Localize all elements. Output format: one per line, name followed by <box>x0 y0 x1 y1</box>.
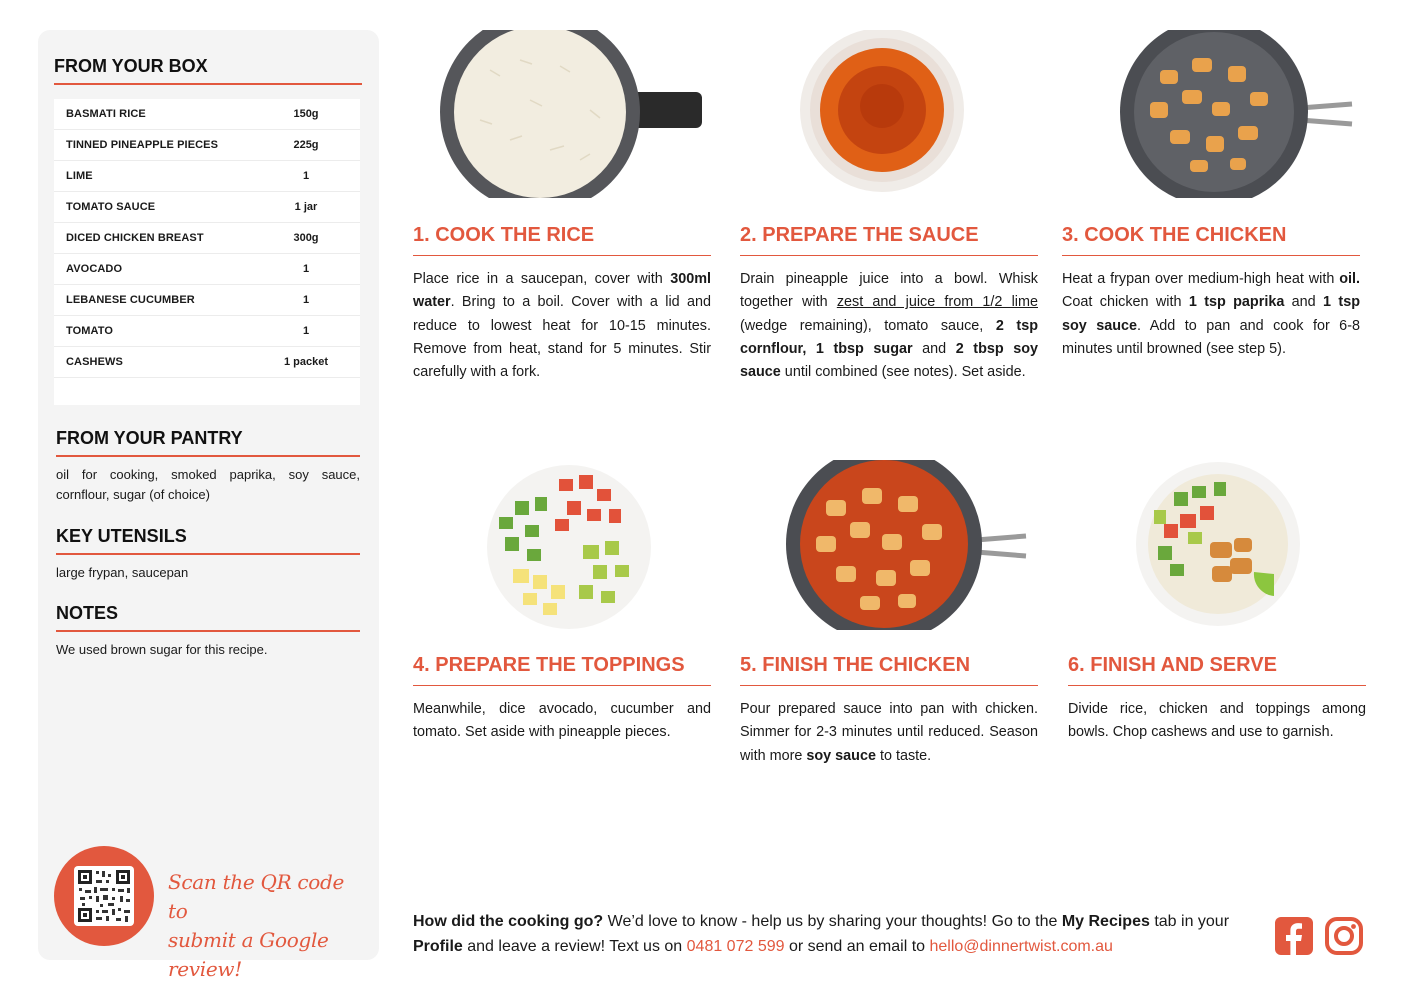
rice-in-saucepan-photo <box>440 30 705 198</box>
pantry-section <box>56 428 360 505</box>
ingredient-name: TOMATO SAUCE <box>66 201 156 213</box>
footer-email-link[interactable]: hello@dinnertwist.com.au <box>929 938 1113 955</box>
ingredient-name: CASHEWS <box>66 356 123 368</box>
facebook-icon[interactable] <box>1275 917 1313 955</box>
step-3-highlight: oil. <box>1339 271 1360 287</box>
step-4-text: Meanwhile, dice avocado, cucumber and tomato. Set aside with pineapple pieces. <box>413 701 711 741</box>
ingredient-qty: 225g <box>293 139 319 151</box>
step-6-title: 6. FINISH AND SERVE <box>1068 654 1366 686</box>
ingredient-row <box>54 161 360 192</box>
ingredient-row <box>54 316 360 347</box>
from-your-box-section <box>54 56 362 405</box>
ingredient-name: TINNED PINEAPPLE PIECES <box>66 139 219 151</box>
footer-phone-link[interactable]: 0481 072 599 <box>686 938 785 955</box>
footer-question: How did the cooking go? <box>413 913 604 930</box>
footer-text: We’d love to know - help us by sharing your thoughts! Go to the <box>603 913 1062 930</box>
step-5-body <box>740 698 1038 768</box>
served-bowl-photo <box>1134 462 1302 627</box>
ingredient-row <box>54 254 360 285</box>
step-1-title: 1. COOK THE RICE <box>413 224 711 256</box>
step-1-body <box>413 268 711 384</box>
step-6-body <box>1068 698 1366 745</box>
footer-text: and leave a review! Text us on <box>462 938 687 955</box>
qr-code-icon[interactable] <box>74 866 134 926</box>
step-4-body <box>413 698 711 745</box>
toppings-plate-photo <box>485 465 653 630</box>
step-3-text: Coat chicken with <box>1062 294 1189 311</box>
step-2-title: 2. PREPARE THE SAUCE <box>740 224 1038 256</box>
ingredient-row <box>54 192 360 223</box>
ingredient-name: DICED CHICKEN BREAST <box>66 232 204 244</box>
sidebar-panel <box>38 30 379 981</box>
step-1-highlight: 300ml water <box>413 271 711 311</box>
step-2-text: (wedge remaining), tomato sauce, <box>740 317 996 334</box>
ingredient-row <box>54 223 360 254</box>
footer-my-recipes: My Recipes <box>1061 913 1150 930</box>
step-1-text: . Bring to a boil. Cover with a lid and reduce to lowest heat for 10-15 minutes. Remove from heat, stand for 5 minutes. Stir carefully with a fork. <box>413 294 711 381</box>
step-5-text: Pour prepared sauce into pan with chicken. Simmer for 2-3 minutes until reduced. Season with more <box>740 701 1038 764</box>
ingredient-qty: 1 packet <box>283 356 329 368</box>
ingredient-name: LIME <box>66 170 93 182</box>
step-5-title: 5. FINISH THE CHICKEN <box>740 654 1038 686</box>
qr-badge <box>54 846 154 946</box>
step-2-text: until combined (see notes). Set aside. <box>780 364 1026 381</box>
step-6-text: Divide rice, chicken and toppings among bowls. Chop cashews and use to garnish. <box>1068 701 1366 741</box>
ingredient-row <box>54 130 360 161</box>
step-2-highlight: 2 tbsp soy sauce <box>740 340 1038 381</box>
ingredient-row <box>54 285 360 316</box>
step-5-highlight: soy sauce <box>806 747 876 764</box>
footer-text: tab in your <box>1149 913 1230 930</box>
step-2 <box>740 224 1038 384</box>
ingredient-row <box>54 99 360 130</box>
notes-text: We used brown sugar for this recipe. <box>56 642 268 657</box>
utensils-text: large frypan, saucepan <box>56 565 189 580</box>
step-2-text: and <box>912 340 956 357</box>
ingredient-row <box>54 347 360 378</box>
ingredients-table <box>54 99 360 405</box>
step-3-body <box>1062 268 1360 361</box>
step-5-text: to taste. <box>875 747 932 764</box>
qr-caption <box>168 868 368 984</box>
ingredient-name: TOMATO <box>66 325 114 337</box>
chicken-in-frypan-photo <box>1120 30 1360 198</box>
notes-section <box>56 603 360 660</box>
ingredient-qty: 1 <box>302 294 310 306</box>
notes-title: NOTES <box>56 603 360 632</box>
chicken-in-sauce-photo <box>786 460 1031 630</box>
step-3-text: Heat a frypan over medium-high heat with <box>1062 271 1340 287</box>
utensils-section <box>56 526 360 583</box>
footer-profile: Profile <box>413 938 463 955</box>
instagram-icon[interactable] <box>1325 917 1363 955</box>
step-4 <box>413 654 711 745</box>
ingredient-qty: 1 jar <box>294 201 318 213</box>
step-1-text: Place rice in a saucepan, cover with <box>413 271 671 287</box>
ingredient-name: LEBANESE CUCUMBER <box>66 294 195 306</box>
step-3-highlight: 1 tsp paprika <box>1188 294 1285 311</box>
ingredient-qty: 300g <box>293 232 319 244</box>
step-2-underlined: zest and juice from 1/2 lime <box>836 294 1038 311</box>
utensils-title: KEY UTENSILS <box>56 526 360 555</box>
step-3-highlight: 1 tsp soy sauce <box>1062 294 1360 334</box>
qr-caption-line2: submit a Google review! <box>168 928 329 981</box>
ingredient-name: BASMATI RICE <box>66 108 146 120</box>
step-3-text: and <box>1284 294 1324 311</box>
step-4-title: 4. PREPARE THE TOPPINGS <box>413 654 711 686</box>
step-5 <box>740 654 1038 768</box>
ingredient-qty: 150g <box>293 108 319 120</box>
review-footer <box>413 909 1263 959</box>
step-3 <box>1062 224 1360 361</box>
step-2-body <box>740 268 1038 384</box>
from-your-box-title: FROM YOUR BOX <box>54 56 362 85</box>
step-2-highlight: 2 tsp cornflour, 1 tbsp sugar <box>740 317 1038 357</box>
ingredient-qty: 1 <box>302 263 310 275</box>
qr-caption-line1: Scan the QR code to <box>168 870 345 923</box>
sauce-bowl-photo <box>798 30 968 198</box>
step-6 <box>1068 654 1366 745</box>
pantry-text: oil for cooking, smoked paprika, soy sauce, cornflour, sugar (of choice) <box>56 467 360 502</box>
step-2-text: Drain pineapple juice into a bowl. Whisk together with <box>740 271 1038 311</box>
footer-text: or send an email to <box>784 938 930 955</box>
step-3-title: 3. COOK THE CHICKEN <box>1062 224 1360 256</box>
ingredient-name: AVOCADO <box>66 263 123 275</box>
step-1 <box>413 224 711 384</box>
ingredient-qty: 1 <box>302 325 310 337</box>
pantry-title: FROM YOUR PANTRY <box>56 428 360 457</box>
ingredient-qty: 1 <box>302 170 310 182</box>
step-3-text: . Add to pan and cook for 6-8 minutes until browned (see step 5). <box>1062 317 1360 357</box>
